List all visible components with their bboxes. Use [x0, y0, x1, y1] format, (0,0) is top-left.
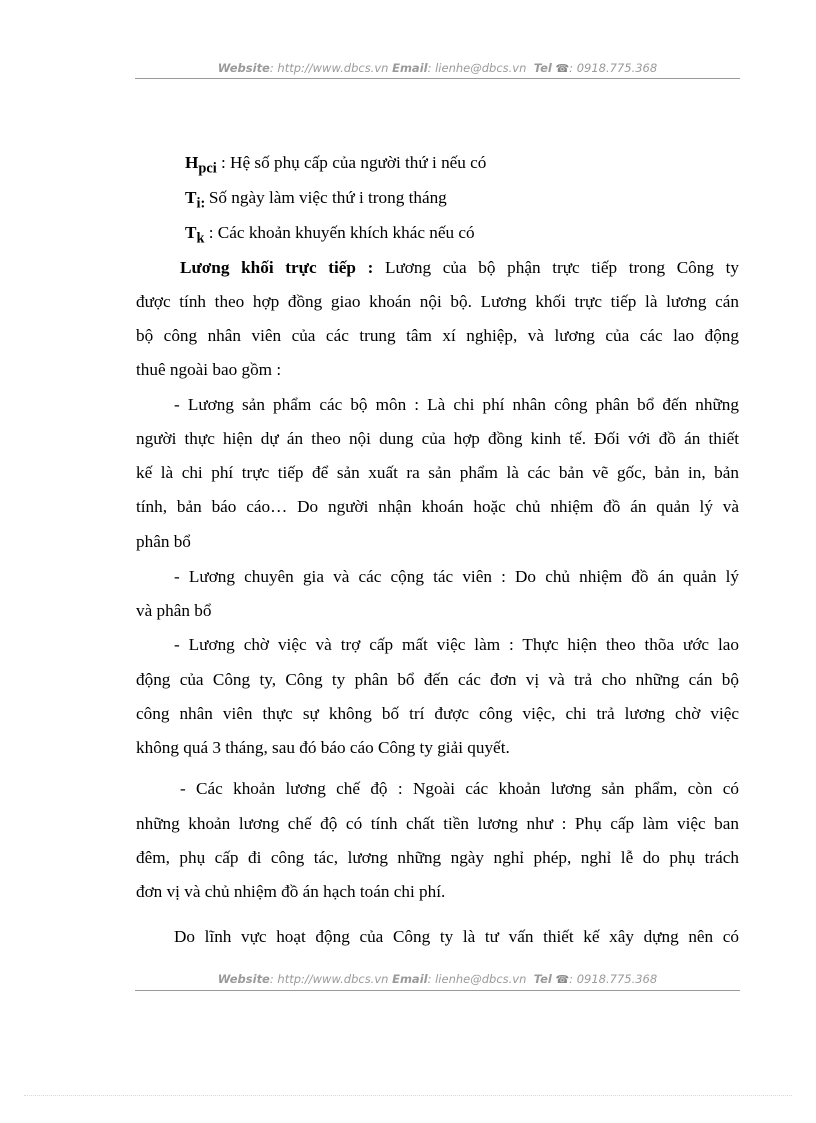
paragraph-line: - Lương chuyên gia và các cộng tác viên : Do chủ nhiệm đồ án quản lý [174, 567, 739, 586]
phone-icon: ☎ [555, 973, 570, 986]
paragraph-line: - Lương sản phẩm các bộ môn : Là chi phí nhân công phân bổ đến những [174, 395, 739, 414]
definition-text: : Hệ số phụ cấp của người thứ i nếu có [216, 153, 487, 172]
paragraph-line: người thực hiện dự án theo nội dung của hợp đồng kinh tế. Đối với đồ án thiết [136, 429, 739, 448]
definition-text: Số ngày làm việc thứ i trong tháng [208, 188, 447, 207]
tel-label: Tel [533, 61, 552, 75]
paragraph-line: - Các khoản lương chế độ : Ngoài các khoản lương sản phẩm, còn có [180, 779, 739, 798]
paragraph-line: phân bổ [136, 532, 191, 551]
paragraph-line: những khoản lương chế độ có tính chất tiền lương như : Phụ cấp làm việc ban [136, 814, 739, 833]
text-run: Lương của bộ phận trực tiếp trong Công ty [373, 258, 740, 277]
paragraph-line: - Lương chờ việc và trợ cấp mất việc làm : Thực hiện theo thõa ước lao [174, 635, 739, 654]
definition-ti [185, 187, 447, 214]
email-label: Email [392, 61, 428, 75]
paragraph-line [180, 257, 739, 279]
website-value[interactable]: : http://www.dbcs.vn [269, 61, 389, 75]
paragraph-line: kế là chi phí trực tiếp để sản xuất ra sản phẩm là các bản vẽ gốc, bản in, bản [136, 463, 739, 482]
symbol-t: T [185, 223, 197, 242]
paragraph-line: đêm, phụ cấp đi công tác, lương những ngày nghỉ phép, nghỉ lễ do phụ trách [136, 848, 739, 867]
page-bottom-dotted-rule [24, 1095, 792, 1096]
definition-hpci [185, 152, 486, 179]
email-label: Email [392, 972, 428, 986]
header-rule [135, 78, 740, 79]
tel-value: : 0918.775.368 [569, 61, 658, 75]
paragraph-line: tính, bản báo cáo… Do người nhận khoán hoặc chủ nhiệm đồ án quản lý và [136, 497, 739, 516]
symbol-t: T [185, 188, 197, 207]
email-value[interactable]: : lienhe@dbcs.vn [427, 61, 527, 75]
subscript-pci: pci [198, 160, 217, 177]
paragraph-line: đơn vị và chủ nhiệm đồ án hạch toán chi phí. [136, 882, 446, 901]
paragraph-line: bộ công nhân viên của các trung tâm xí nghiệp, và lương của các lao động [136, 326, 739, 345]
subscript-i: i: [196, 195, 209, 212]
paragraph-line: công nhân viên thực sự không bố trí được công việc, chi trả lương chờ việc [136, 704, 739, 723]
tel-value: : 0918.775.368 [569, 972, 658, 986]
phone-icon: ☎ [555, 62, 570, 75]
paragraph-line: được tính theo hợp đồng giao khoán nội bộ. Lương khối trực tiếp là lương cán [136, 292, 739, 311]
symbol-h: H [185, 153, 199, 172]
paragraph-line: động của Công ty, Công ty phân bổ đến các đơn vị và trả cho những cán bộ [136, 670, 739, 689]
paragraph-line: và phân bổ [136, 601, 212, 620]
paragraph-line: Do lĩnh vực hoạt động của Công ty là tư vấn thiết kế xây dựng nên có [174, 927, 739, 946]
page-header [135, 61, 740, 75]
paragraph-line: không quá 3 tháng, sau đó báo cáo Công ty giải quyết. [136, 738, 510, 757]
subscript-k: k [196, 230, 205, 247]
tel-label: Tel [533, 972, 552, 986]
definition-tk [185, 222, 475, 249]
website-label: Website [217, 972, 270, 986]
footer-rule [135, 990, 740, 991]
website-value[interactable]: : http://www.dbcs.vn [269, 972, 389, 986]
page-footer [135, 972, 740, 986]
website-label: Website [217, 61, 270, 75]
definition-text: : Các khoản khuyến khích khác nếu có [204, 223, 475, 242]
email-value[interactable]: : lienhe@dbcs.vn [427, 972, 527, 986]
paragraph-line: thuê ngoài bao gồm : [136, 360, 282, 379]
section-heading: Lương khối trực tiếp : [180, 258, 374, 277]
